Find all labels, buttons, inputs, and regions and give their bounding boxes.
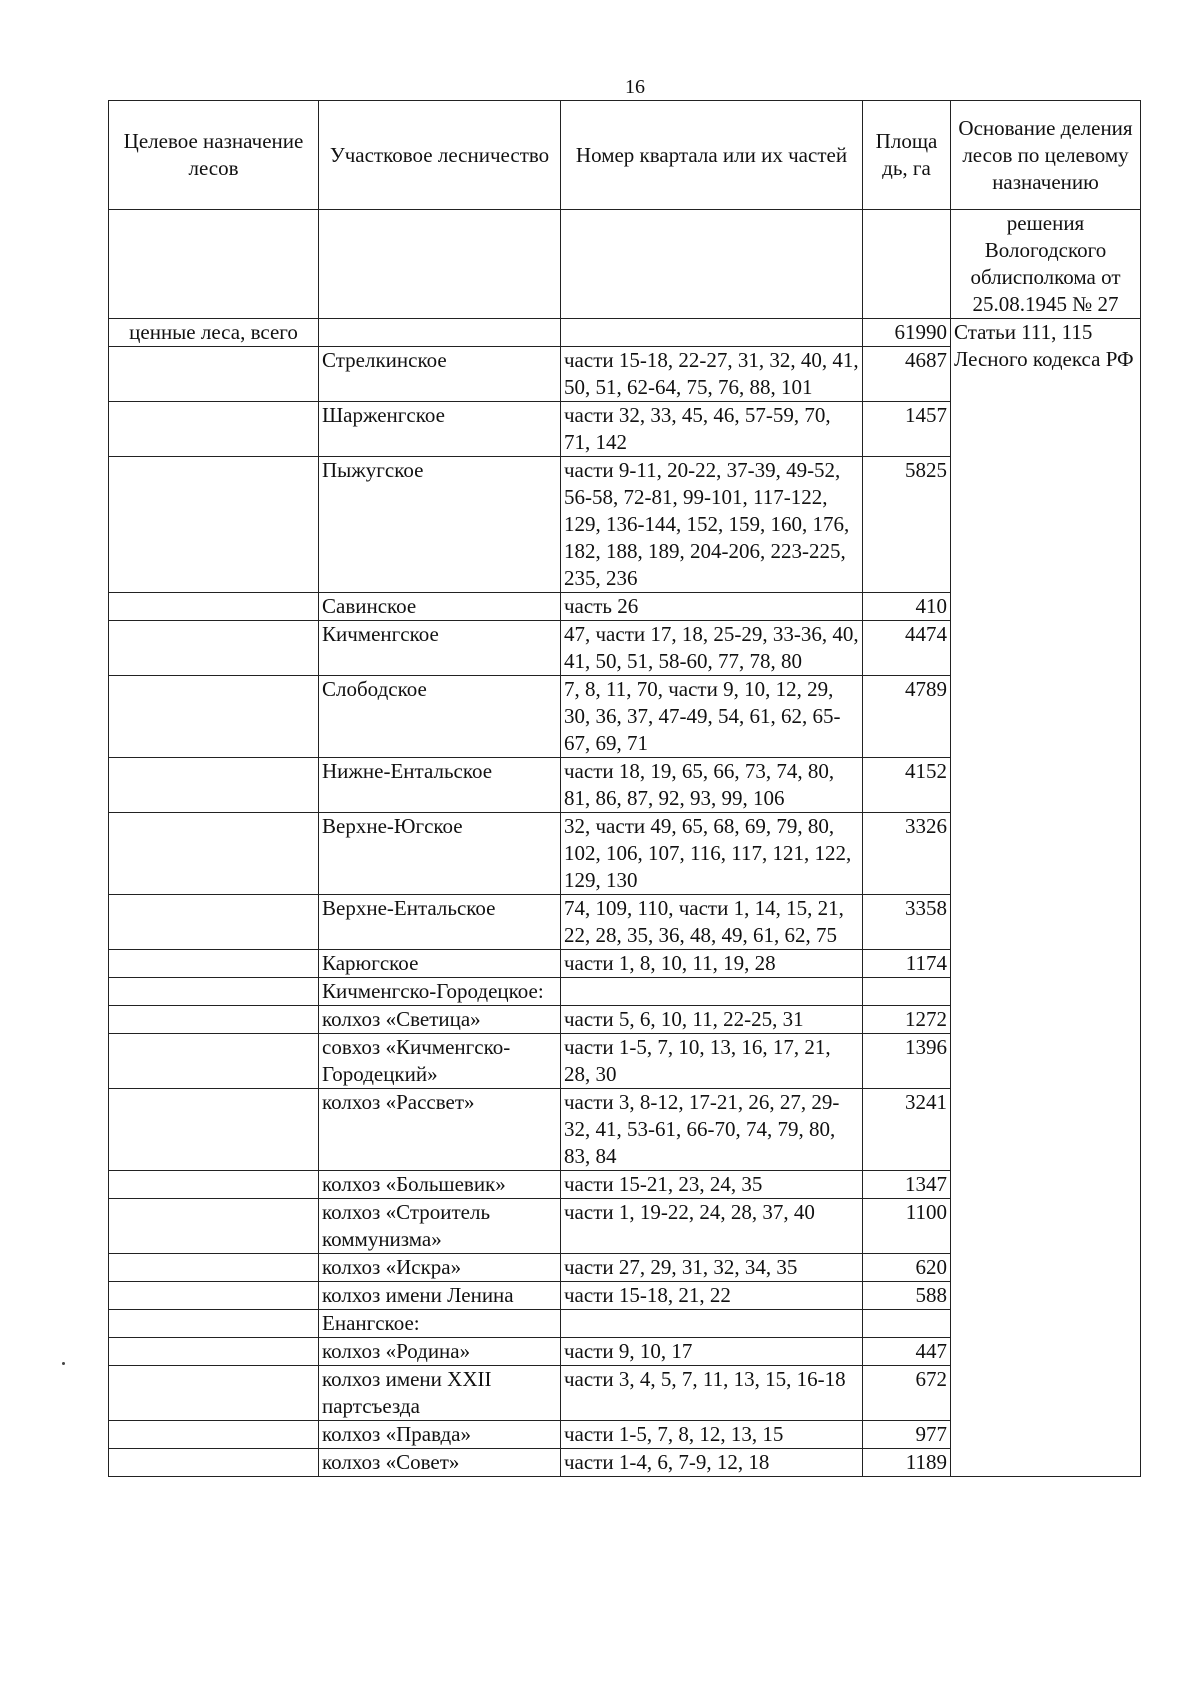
row-quarters: части 1, 8, 10, 11, 19, 28 xyxy=(561,950,863,978)
row-quarters: части 1-4, 6, 7-9, 12, 18 xyxy=(561,1449,863,1477)
row-purpose-empty xyxy=(109,1034,319,1089)
row-forestry: Карюгское xyxy=(319,950,561,978)
row-area: 1457 xyxy=(863,402,951,457)
row-area: 4474 xyxy=(863,621,951,676)
row-purpose-empty xyxy=(109,347,319,402)
row-purpose-empty xyxy=(109,1449,319,1477)
row-forestry: колхоз имени XXII партсъезда xyxy=(319,1366,561,1421)
group-forestry-empty xyxy=(319,319,561,347)
row-forestry: колхоз «Рассвет» xyxy=(319,1089,561,1171)
group-total-row xyxy=(109,319,1141,347)
row-purpose-empty xyxy=(109,621,319,676)
row-purpose-empty xyxy=(109,1254,319,1282)
group-quarters-empty xyxy=(561,319,863,347)
row-forestry: совхоз «Кичменгско-Городецкий» xyxy=(319,1034,561,1089)
row-area xyxy=(863,978,951,1006)
row-area: 1174 xyxy=(863,950,951,978)
row-forestry: Шарженгское xyxy=(319,402,561,457)
carry-over-area xyxy=(863,210,951,319)
row-forestry: Стрелкинское xyxy=(319,347,561,402)
row-forestry: Нижне-Ентальское xyxy=(319,758,561,813)
header-area: Площа дь, га xyxy=(863,101,951,210)
row-forestry: колхоз «Правда» xyxy=(319,1421,561,1449)
row-quarters: части 15-18, 22-27, 31, 32, 40, 41, 50, 51, 62-64, 75, 76, 88, 101 xyxy=(561,347,863,402)
row-area: 3358 xyxy=(863,895,951,950)
header-forestry: Участковое лесничество xyxy=(319,101,561,210)
row-area: 3326 xyxy=(863,813,951,895)
carry-over-row xyxy=(109,210,1141,319)
row-quarters: части 1, 19-22, 24, 28, 37, 40 xyxy=(561,1199,863,1254)
row-purpose-empty xyxy=(109,1421,319,1449)
header-quarters: Номер квартала или их частей xyxy=(561,101,863,210)
carry-over-forestry xyxy=(319,210,561,319)
row-forestry: колхоз «Светица» xyxy=(319,1006,561,1034)
row-purpose-empty xyxy=(109,457,319,593)
row-purpose-empty xyxy=(109,1282,319,1310)
row-quarters: части 18, 19, 65, 66, 73, 74, 80, 81, 86, 87, 92, 93, 99, 106 xyxy=(561,758,863,813)
table-body xyxy=(109,210,1141,1477)
row-area: 1100 xyxy=(863,1199,951,1254)
page-number: 16 xyxy=(625,76,645,98)
carry-over-purpose xyxy=(109,210,319,319)
row-purpose-empty xyxy=(109,895,319,950)
carry-over-quarters xyxy=(561,210,863,319)
row-forestry: Кичменгское xyxy=(319,621,561,676)
header-purpose: Целевое назначение лесов xyxy=(109,101,319,210)
row-forestry: колхоз «Строитель коммунизма» xyxy=(319,1199,561,1254)
row-purpose-empty xyxy=(109,758,319,813)
row-quarters: части 5, 6, 10, 11, 22-25, 31 xyxy=(561,1006,863,1034)
row-forestry: колхоз имени Ленина xyxy=(319,1282,561,1310)
row-area: 4152 xyxy=(863,758,951,813)
row-quarters: части 3, 4, 5, 7, 11, 13, 15, 16-18 xyxy=(561,1366,863,1421)
row-area: 4687 xyxy=(863,347,951,402)
header-basis: Основание деления лесов по целевому назначению xyxy=(951,101,1141,210)
row-quarters: части 1-5, 7, 8, 12, 13, 15 xyxy=(561,1421,863,1449)
group-total-area: 61990 xyxy=(863,319,951,347)
row-forestry: колхоз «Искра» xyxy=(319,1254,561,1282)
row-quarters: 32, части 49, 65, 68, 69, 79, 80, 102, 106, 107, 116, 117, 121, 122, 129, 130 xyxy=(561,813,863,895)
row-forestry: Пыжугское xyxy=(319,457,561,593)
group-basis: Статьи 111, 115 Лесного кодекса РФ xyxy=(951,319,1141,1477)
row-forestry: колхоз «Большевик» xyxy=(319,1171,561,1199)
row-quarters: части 15-21, 23, 24, 35 xyxy=(561,1171,863,1199)
row-area: 3241 xyxy=(863,1089,951,1171)
row-quarters xyxy=(561,978,863,1006)
row-purpose-empty xyxy=(109,978,319,1006)
row-quarters: части 3, 8-12, 17-21, 26, 27, 29-32, 41, 53-61, 66-70, 74, 79, 80, 83, 84 xyxy=(561,1089,863,1171)
row-forestry: колхоз «Родина» xyxy=(319,1338,561,1366)
row-area: 4789 xyxy=(863,676,951,758)
row-quarters: части 9, 10, 17 xyxy=(561,1338,863,1366)
row-quarters: часть 26 xyxy=(561,593,863,621)
group-purpose: ценные леса, всего xyxy=(109,319,319,347)
row-purpose-empty xyxy=(109,950,319,978)
row-area: 672 xyxy=(863,1366,951,1421)
row-quarters: части 15-18, 21, 22 xyxy=(561,1282,863,1310)
row-purpose-empty xyxy=(109,1006,319,1034)
row-area: 1347 xyxy=(863,1171,951,1199)
row-quarters: 7, 8, 11, 70, части 9, 10, 12, 29, 30, 36, 37, 47-49, 54, 61, 62, 65-67, 69, 71 xyxy=(561,676,863,758)
row-purpose-empty xyxy=(109,1338,319,1366)
row-forestry: Верхне-Югское xyxy=(319,813,561,895)
row-quarters: части 32, 33, 45, 46, 57-59, 70, 71, 142 xyxy=(561,402,863,457)
row-area xyxy=(863,1310,951,1338)
row-purpose-empty xyxy=(109,593,319,621)
scan-speck xyxy=(62,1362,65,1365)
row-purpose-empty xyxy=(109,1310,319,1338)
row-area: 1396 xyxy=(863,1034,951,1089)
row-purpose-empty xyxy=(109,1366,319,1421)
forest-purpose-table xyxy=(108,100,1141,1477)
row-purpose-empty xyxy=(109,1171,319,1199)
row-purpose-empty xyxy=(109,1089,319,1171)
row-purpose-empty xyxy=(109,676,319,758)
row-quarters: части 1-5, 7, 10, 13, 16, 17, 21, 28, 30 xyxy=(561,1034,863,1089)
row-quarters: части 9-11, 20-22, 37-39, 49-52, 56-58, 72-81, 99-101, 117-122, 129, 136-144, 152, 159, 160, 176, 182, 188, 189, 204-206, 223-225, 235, 236 xyxy=(561,457,863,593)
row-quarters: части 27, 29, 31, 32, 34, 35 xyxy=(561,1254,863,1282)
row-forestry: Верхне-Ентальское xyxy=(319,895,561,950)
row-area: 410 xyxy=(863,593,951,621)
row-forestry: Енангское: xyxy=(319,1310,561,1338)
row-area: 5825 xyxy=(863,457,951,593)
row-quarters: 47, части 17, 18, 25-29, 33-36, 40, 41, 50, 51, 58-60, 77, 78, 80 xyxy=(561,621,863,676)
row-quarters: 74, 109, 110, части 1, 14, 15, 21, 22, 28, 35, 36, 48, 49, 61, 62, 75 xyxy=(561,895,863,950)
row-purpose-empty xyxy=(109,1199,319,1254)
row-quarters xyxy=(561,1310,863,1338)
row-forestry: колхоз «Совет» xyxy=(319,1449,561,1477)
carry-over-basis: решения Вологодского облисполкома от 25.08.1945 № 27 xyxy=(951,210,1141,319)
row-area: 447 xyxy=(863,1338,951,1366)
row-forestry: Слободское xyxy=(319,676,561,758)
row-area: 620 xyxy=(863,1254,951,1282)
row-area: 977 xyxy=(863,1421,951,1449)
row-forestry: Савинское xyxy=(319,593,561,621)
row-purpose-empty xyxy=(109,402,319,457)
row-forestry: Кичменгско-Городецкое: xyxy=(319,978,561,1006)
row-purpose-empty xyxy=(109,813,319,895)
table-header-row xyxy=(109,101,1141,210)
row-area: 1272 xyxy=(863,1006,951,1034)
row-area: 1189 xyxy=(863,1449,951,1477)
row-area: 588 xyxy=(863,1282,951,1310)
